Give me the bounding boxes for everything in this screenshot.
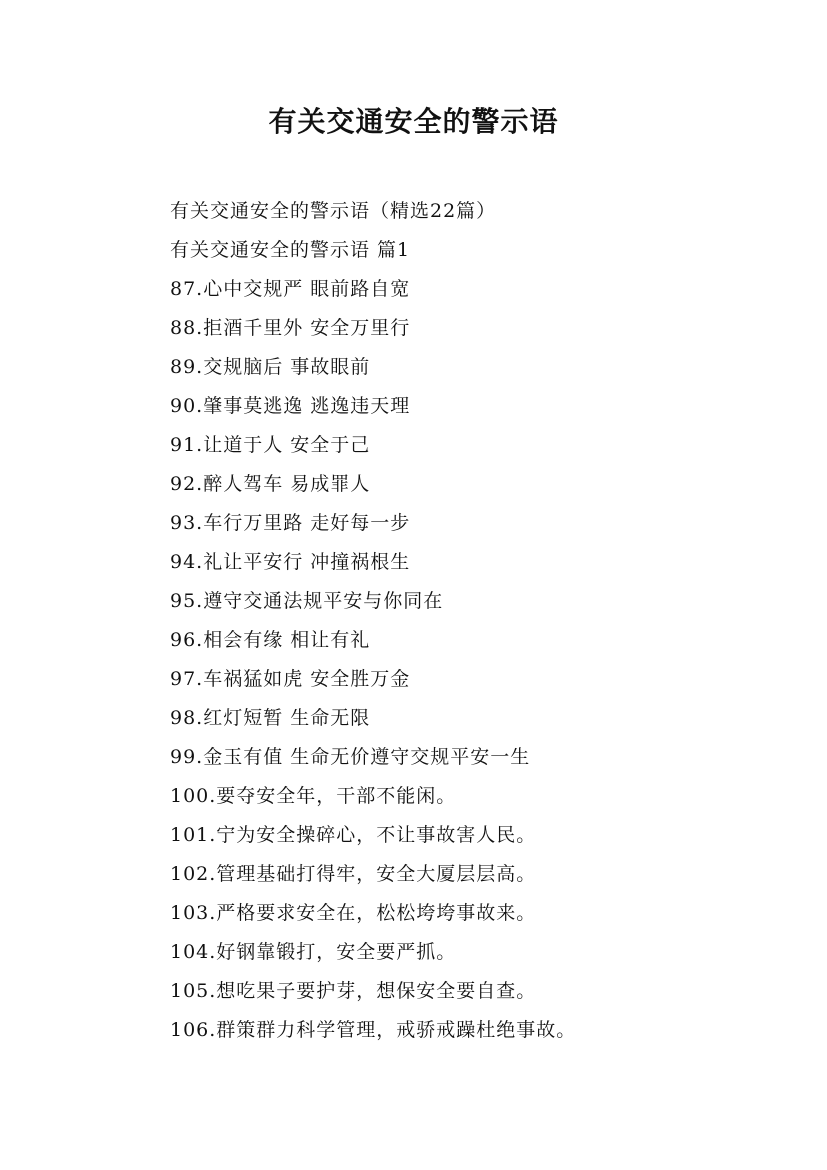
slogan-line: 102.管理基础打得牢，安全大厦层层高。 — [170, 863, 537, 885]
slogan-line: 87.心中交规严 眼前路自宽 — [170, 278, 411, 300]
slogan-line: 93.车行万里路 走好每一步 — [170, 512, 411, 534]
slogan-line: 95.遵守交通法规平安与你同在 — [170, 590, 444, 612]
slogan-line: 101.宁为安全操碎心，不让事故害人民。 — [170, 824, 537, 846]
slogan-line: 99.金玉有值 生命无价遵守交规平安一生 — [170, 746, 531, 768]
slogan-line: 91.让道于人 安全于己 — [170, 434, 371, 456]
slogan-line: 96.相会有缘 相让有礼 — [170, 629, 371, 651]
slogan-line: 100.要夺安全年，干部不能闲。 — [170, 785, 457, 807]
slogan-line: 106.群策群力科学管理，戒骄戒躁杜绝事故。 — [170, 1019, 577, 1041]
slogan-line: 88.拒酒千里外 安全万里行 — [170, 317, 411, 339]
slogan-line: 97.车祸猛如虎 安全胜万金 — [170, 668, 411, 690]
document-body — [170, 192, 790, 1050]
slogan-line: 92.醉人驾车 易成罪人 — [170, 473, 371, 495]
intro-line: 有关交通安全的警示语（精选22篇） — [170, 200, 497, 222]
slogan-line: 98.红灯短暂 生命无限 — [170, 707, 371, 729]
slogan-line: 89.交规脑后 事故眼前 — [170, 356, 371, 378]
section-heading: 有关交通安全的警示语 篇1 — [170, 239, 411, 261]
slogan-line: 105.想吃果子要护芽，想保安全要自查。 — [170, 980, 537, 1002]
slogan-line: 104.好钢靠锻打，安全要严抓。 — [170, 941, 457, 963]
slogan-line: 94.礼让平安行 冲撞祸根生 — [170, 551, 411, 573]
slogan-line: 103.严格要求安全在，松松垮垮事故来。 — [170, 902, 537, 924]
document-title: 有关交通安全的警示语 — [268, 105, 559, 138]
slogan-line: 90.肇事莫逃逸 逃逸违天理 — [170, 395, 411, 417]
